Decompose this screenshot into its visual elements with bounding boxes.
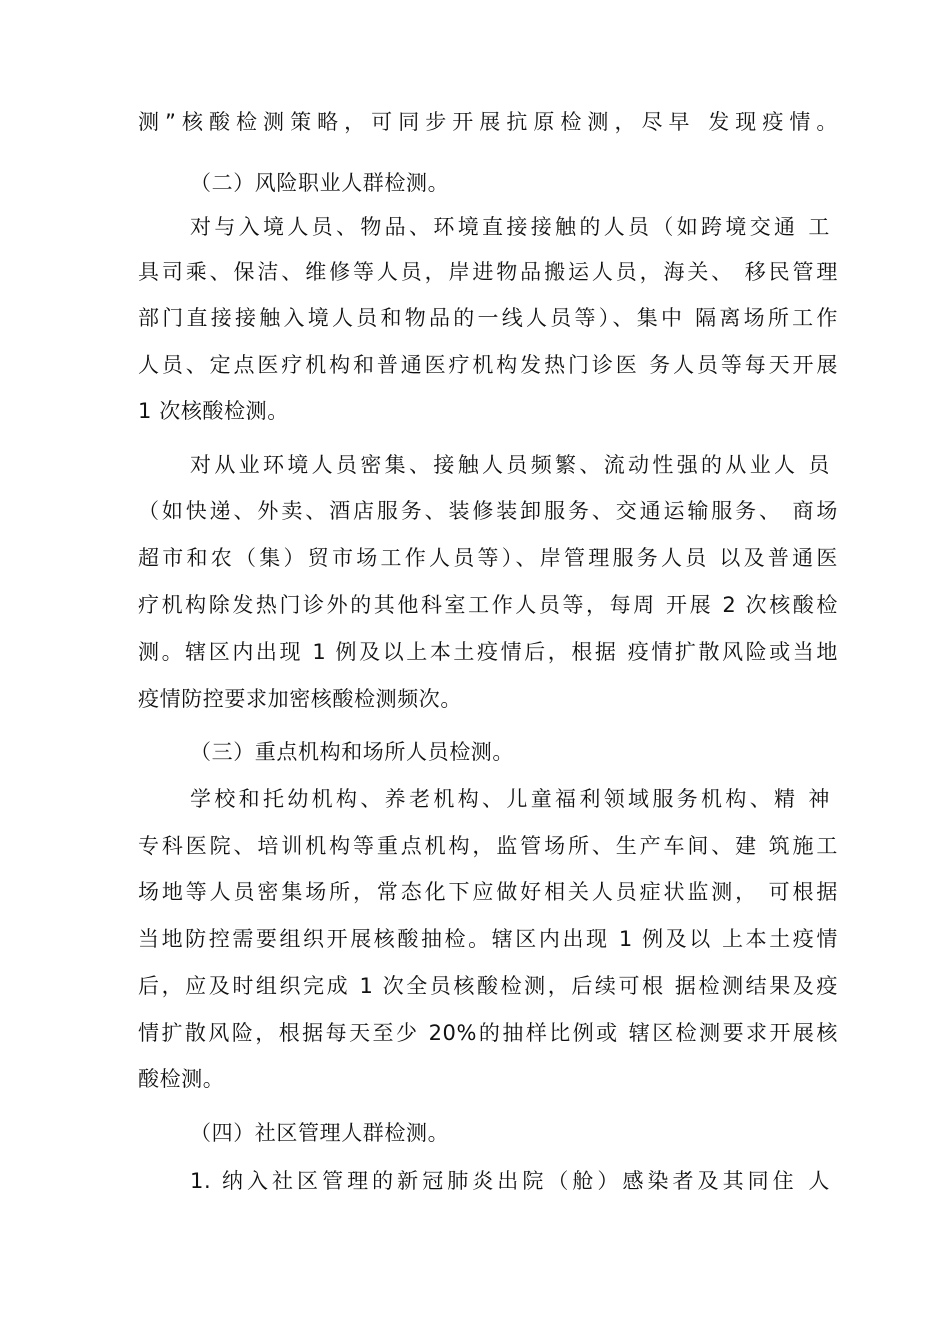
text-line: 对从业环境人员密集、接触人员频繁、流动性强的从业人 员 [190, 453, 830, 477]
text-line: 部门直接接触入境人员和物品的一线人员等）、集中 隔离场所工作 [138, 306, 838, 330]
text-line: 疫情防控要求加密核酸检测频次。 [138, 687, 462, 711]
text-line: 测。辖区内出现 1 例及以上本土疫情后，根据 疫情扩散风险或当地 [138, 640, 838, 664]
text-line: 学校和托幼机构、养老机构、儿童福利领域服务机构、精 神 [190, 787, 830, 811]
section-heading: （四）社区管理人群检测。 [190, 1121, 450, 1145]
text-line: 1 次核酸检测。 [138, 399, 289, 423]
text-line: 专科医院、培训机构等重点机构，监管场所、生产车间、建 筑施工 [138, 834, 838, 858]
text-line: 场地等人员密集场所，常态化下应做好相关人员症状监测， 可根据 [138, 880, 838, 904]
text-line: 1. 纳入社区管理的新冠肺炎出院（舱）感染者及其同住 人 [190, 1169, 830, 1193]
text-line: 超市和农（集）贸市场工作人员等）、岸管理服务人员 以及普通医 [138, 546, 838, 570]
text-line: （如快递、外卖、酒店服务、装修装卸服务、交通运输服务、 商场 [138, 499, 838, 523]
section-heading: （二）风险职业人群检测。 [190, 171, 450, 195]
text-line: 情扩散风险，根据每天至少 20%的抽样比例或 辖区检测要求开展核 [138, 1021, 838, 1045]
text-line: 测”核酸检测策略，可同步开展抗原检测，尽早 发现疫情。 [138, 110, 838, 134]
text-line: 酸检测。 [138, 1067, 225, 1091]
text-line: 对与入境人员、物品、环境直接接触的人员（如跨境交通 工 [190, 215, 830, 239]
text-line: 人员、定点医疗机构和普通医疗机构发热门诊医 务人员等每天开展 [138, 353, 838, 377]
section-heading: （三）重点机构和场所人员检测。 [190, 740, 514, 764]
text-line: 具司乘、保洁、维修等人员，岸进物品搬运人员，海关、 移民管理 [138, 260, 838, 284]
text-line: 疗机构除发热门诊外的其他科室工作人员等，每周 开展 2 次核酸检 [138, 593, 838, 617]
text-line: 后，应及时组织完成 1 次全员核酸检测，后续可根 据检测结果及疫 [138, 974, 838, 998]
text-line: 当地防控需要组织开展核酸抽检。辖区内出现 1 例及以 上本土疫情 [138, 927, 838, 951]
